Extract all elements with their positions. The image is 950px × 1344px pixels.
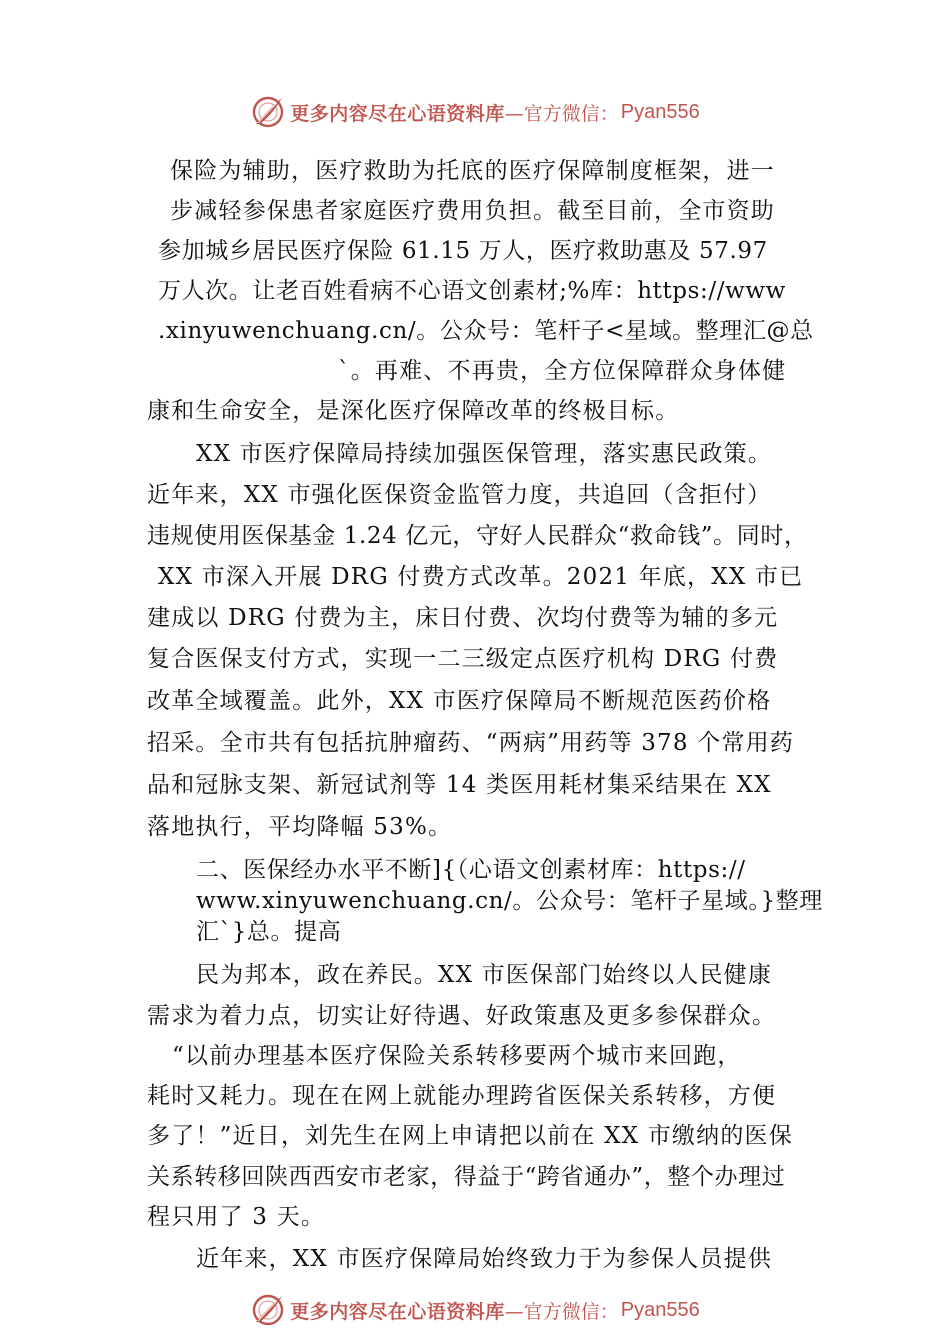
text-line: 步减轻参保患者家庭医疗费用负担。截至目前，全市资助 [170,198,775,224]
text-line: www.xinyuwenchuang.cn/。公众号：笔杆子星域。}整理 [196,888,823,914]
text-line: 近年来，XX 市强化医保资金监管力度，共追回（含拒付） [147,482,772,508]
text-line: XX 市深入开展 DRG 付费方式改革。2021 年底，XX 市已 [158,564,804,590]
text-line: 需求为着力点，切实让好待遇、好政策惠及更多参保群众。 [147,1003,777,1029]
text-line: 多了！”近日，刘先生在网上申请把以前在 XX 市缴纳的医保 [147,1123,793,1149]
banner-separator: —官方微信： [504,102,619,125]
text-line: XX 市医疗保障局持续加强医保管理，落实惠民政策。 [196,441,773,467]
text-line: “以前办理基本医疗保险关系转移要两个城市来回跑， [172,1043,742,1069]
text-line: 改革全域覆盖。此外，XX 市医疗保障局不断规范医药价格 [147,688,772,714]
text-line: 万人次。让老百姓看病不心语文创素材;%库：https://www [158,278,786,304]
text-line: .xinyuwenchuang.cn/。公众号：笔杆子<星域。整理汇@总 [158,318,814,344]
text-line: 违规使用医保基金 1.24 亿元，守好人民群众“救命钱”。同时， [147,523,808,549]
banner-text: 更多内容尽在心语资料库 [290,102,505,125]
banner-separator: —官方微信： [504,1300,619,1323]
banner-text: 更多内容尽在心语资料库 [290,1300,505,1323]
text-line: 耗时又耗力。现在在网上就能办理跨省医保关系转移，方便 [147,1083,777,1109]
text-line: 康和生命安全，是深化医疗保障改革的终极目标。 [147,398,680,424]
text-line: `。再难、不再贵，全方位保障群众身体健 [338,358,787,384]
text-line: 二、医保经办水平不断]{（心语文创素材库：https:// [196,857,746,883]
text-line: 近年来，XX 市医疗保障局始终致力于为参保人员提供 [196,1246,773,1272]
text-line: 汇`}总。提高 [196,919,342,945]
text-line: 保险为辅助，医疗救助为托底的医疗保障制度框架，进一 [170,158,775,184]
text-line: 品和冠脉支架、新冠试剂等 14 类医用耗材集采结果在 XX [147,772,772,798]
text-line: 程只用了 3 天。 [147,1204,326,1230]
feather-seal-icon [250,1292,286,1328]
text-line: 招采。全市共有包括抗肿瘤药、“两病”用药等 378 个常用药 [147,730,795,756]
text-line: 民为邦本，政在养民。XX 市医保部门始终以人民健康 [196,962,773,988]
feather-seal-icon [250,94,286,130]
text-line: 复合医保支付方式，实现一二三级定点医疗机构 DRG 付费 [147,646,779,672]
banner-account: Pyan556 [620,1298,700,1321]
header-banner [0,92,950,132]
text-line: 关系转移回陕西西安市老家，得益于“跨省通办”，整个办理过 [147,1164,786,1190]
banner-account: Pyan556 [620,100,700,123]
text-line: 参加城乡居民医疗保险 61.15 万人，医疗救助惠及 57.97 [158,238,768,264]
footer-banner [0,1290,950,1330]
text-line: 建成以 DRG 付费为主，床日付费、次均付费等为辅的多元 [147,605,779,631]
text-line: 落地执行，平均降幅 53%。 [147,814,453,840]
